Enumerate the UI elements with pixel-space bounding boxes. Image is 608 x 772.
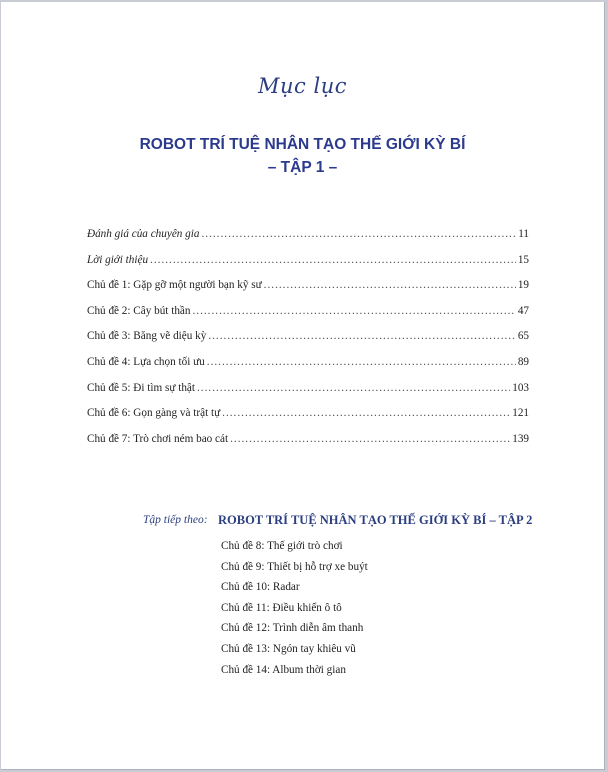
list-item: Chủ đề 14: Album thời gian bbox=[221, 663, 346, 676]
toc-leader-dots bbox=[208, 330, 515, 342]
next-volume-title: ROBOT TRÍ TUỆ NHÂN TẠO THẾ GIỚI KỲ BÍ – TẬP 2 bbox=[218, 513, 533, 527]
list-item: Chủ đề 12: Trình diễn âm thanh bbox=[221, 622, 364, 635]
toc-leader-dots bbox=[264, 279, 516, 291]
toc-leader-dots bbox=[150, 254, 516, 266]
toc-entry[interactable] bbox=[87, 407, 529, 433]
toc-entry-label: Chủ đề 7: Trò chơi ném bao cát bbox=[87, 432, 229, 445]
toc-entry-page: 121 bbox=[512, 407, 529, 420]
toc-entry[interactable] bbox=[87, 305, 529, 331]
next-volume-label: Tập tiếp theo: bbox=[143, 514, 208, 526]
toc-leader-dots bbox=[192, 305, 515, 317]
toc-leader-dots bbox=[222, 407, 510, 419]
document-page bbox=[1, 2, 605, 770]
toc-entry-page: 103 bbox=[512, 381, 529, 394]
toc-leader-dots bbox=[207, 356, 516, 368]
toc-entry-page: 47 bbox=[517, 304, 529, 317]
toc-entry-label: Chủ đề 4: Lựa chọn tối ưu bbox=[87, 355, 205, 368]
toc-entry-label: Lời giới thiệu bbox=[87, 253, 149, 266]
toc-entry-label: Chủ đề 6: Gọn gàng và trật tự bbox=[87, 407, 221, 420]
volume-label: – TẬP 1 – bbox=[267, 159, 338, 176]
toc-entry-label: Chủ đề 5: Đi tìm sự thật bbox=[87, 381, 195, 394]
list-item: Chủ đề 10: Radar bbox=[221, 581, 300, 594]
toc-leader-dots bbox=[230, 433, 510, 445]
next-volume-topic-list bbox=[221, 540, 368, 684]
toc-entry[interactable] bbox=[87, 433, 529, 459]
toc-leader-dots bbox=[201, 228, 516, 240]
toc-leader-dots bbox=[197, 382, 510, 394]
list-item: Chủ đề 9: Thiết bị hỗ trợ xe buýt bbox=[221, 560, 368, 573]
toc-entry[interactable] bbox=[87, 279, 529, 305]
list-item: Chủ đề 8: Thế giới trò chơi bbox=[221, 540, 343, 552]
toc-entry[interactable] bbox=[87, 254, 529, 280]
toc-entry-label: Chủ đề 1: Gặp gỡ một người bạn kỹ sư bbox=[87, 279, 262, 292]
toc-entry-label: Chủ đề 2: Cây bút thần bbox=[87, 304, 191, 317]
toc-entry[interactable] bbox=[87, 382, 529, 408]
list-item: Chủ đề 11: Điều khiển ô tô bbox=[221, 601, 342, 614]
book-title: ROBOT TRÍ TUỆ NHÂN TẠO THẾ GIỚI KỲ BÍ bbox=[139, 136, 466, 153]
toc-entry-page: 19 bbox=[517, 279, 529, 292]
toc-entry[interactable] bbox=[87, 356, 529, 382]
toc-entry-page: 89 bbox=[517, 355, 529, 368]
toc-entry-page: 139 bbox=[512, 432, 529, 445]
list-item: Chủ đề 13: Ngón tay khiêu vũ bbox=[221, 642, 356, 655]
toc-entry[interactable] bbox=[87, 330, 529, 356]
toc-heading: Mục lục bbox=[258, 74, 347, 98]
toc-entry-page: 15 bbox=[517, 253, 529, 266]
toc-entry[interactable] bbox=[87, 228, 529, 254]
toc-entry-label: Đánh giá của chuyên gia bbox=[87, 228, 200, 240]
toc-entry-page: 65 bbox=[517, 330, 529, 343]
toc-entry-page: 11 bbox=[518, 228, 529, 240]
table-of-contents bbox=[87, 228, 529, 458]
toc-entry-label: Chủ đề 3: Băng vẽ diệu kỳ bbox=[87, 330, 207, 343]
